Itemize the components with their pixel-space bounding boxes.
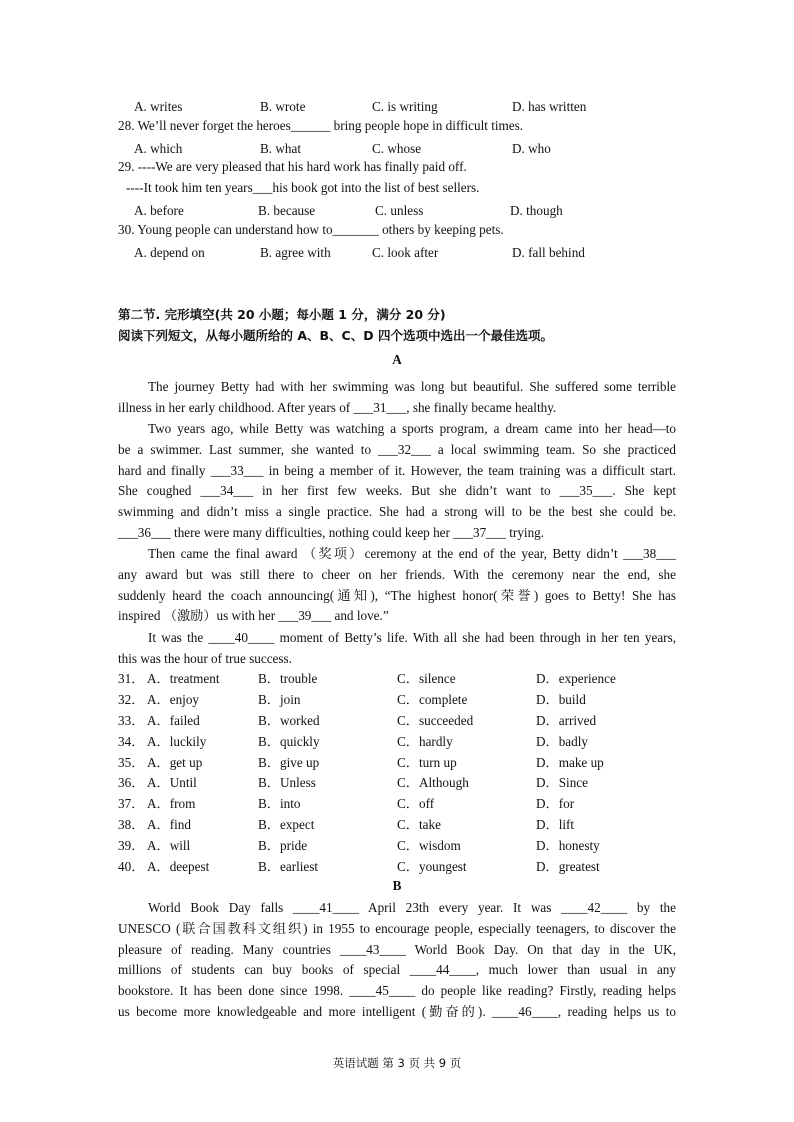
q29-options [0,201,794,221]
option-c: C．wisdom [397,838,461,853]
text-line: illness in her early childhood. After years of ___31___, she finally became healthy. [118,399,557,415]
q28-option-b: B. what [260,141,302,156]
option-d: D．lift [536,817,575,832]
options-row [0,794,794,814]
option-c: C．take [397,817,441,832]
text-line: any award but was still there to cheer on her friends. With the ceremony near the end, she [118,566,676,582]
option-b: B．expect [258,817,315,832]
q30-option-c: C. look after [372,245,439,260]
option-a: A．from [147,796,196,811]
q27-option-d: D. has written [512,99,587,114]
option-c: C．complete [397,692,468,707]
options-row [0,815,794,835]
option-d: D．honesty [536,838,600,853]
option-d: D．experience [536,671,616,686]
text-line: UNESCO (联合国教科文组织) in 1955 to encourage people, especially teenagers, to discover the [118,920,676,936]
option-c: C．Although [397,775,469,790]
q28-option-d: D. who [512,141,551,156]
text-line: World Book Day falls ____41____ April 23th every year. It was ____42____ by the [148,900,676,915]
q30-stem: 30. Young people can understand how to_______ others by keeping pets. [118,222,504,237]
option-b: B．Unless [258,775,316,790]
option-a: A．enjoy [147,692,200,707]
options-row [0,773,794,793]
option-d: D．greatest [536,859,600,874]
q29-option-a: A. before [134,203,184,218]
option-b: B．worked [258,713,320,728]
options-row [0,857,794,877]
text-line: be a swimmer. Last summer, she wanted to ___32___ a local swimming team. So she practiced [118,441,676,457]
q27-options [0,97,794,117]
q30-option-d: D. fall behind [512,245,585,260]
q30-option-a: A. depend on [134,245,205,260]
option-b: B．earliest [258,859,319,874]
option-d: D．make up [536,755,604,770]
option-c: C．succeeded [397,713,474,728]
option-number: 36． [118,775,145,790]
text-line: this was the hour of true success. [118,650,292,666]
passage-b-label: B [392,878,402,893]
text-line: hard and finally ___33___ in being a member of it. However, the team training was a difficult start. [118,462,676,478]
options-row [0,669,794,689]
option-c: C．turn up [397,755,457,770]
option-a: A．will [147,838,191,853]
option-number: 33． [118,713,145,728]
q29-option-b: B. because [258,203,316,218]
passage-a-paragraph-2 [118,419,676,544]
q29-stem-2: ----It took him ten years___his book got into the list of best sellers. [126,180,480,195]
option-number: 35． [118,755,145,770]
option-number: 31． [118,671,145,686]
option-number: 39． [118,838,145,853]
q27-option-a: A. writes [134,99,183,114]
q29-option-c: C. unless [375,203,424,218]
option-number: 37． [118,796,145,811]
q28-option-c: C. whose [372,141,422,156]
options-row [0,711,794,731]
option-a: A．Until [147,775,197,790]
q27-option-c: C. is writing [372,99,438,114]
section-title: 第二节. 完形填空(共 20 小题；每小题 1 分，满分 20 分) [118,307,446,322]
q28-stem: 28. We’ll never forget the heroes______ bring people hope in difficult times. [118,118,524,133]
option-number: 34． [118,734,145,749]
option-c: C．hardly [397,734,453,749]
text-line: ___36___ there were many difficulties, nothing could keep her ___37___ trying. [118,524,545,540]
option-number: 38． [118,817,145,832]
option-d: D．build [536,692,586,707]
q29-stem-1: 29. ----We are very pleased that his hard work has finally paid off. [118,159,467,174]
passage-a-paragraph-1 [118,377,676,419]
options-row [0,732,794,752]
option-d: D．for [536,796,575,811]
text-line: bookstore. It has been done since 1998. ____45____ do people like reading? Firstly, reading helps [118,983,676,999]
option-a: A．deepest [147,859,210,874]
q28-option-a: A. which [134,141,183,156]
text-line: inspired （激励）us with her ___39___ and love.” [118,608,389,624]
option-b: B．give up [258,755,320,770]
section-instruction: 阅读下列短文，从每小题所给的 A、B、C、D 四个选项中选出一个最佳选项。 [118,328,553,343]
q30-option-b: B. agree with [260,245,331,260]
option-a: A．luckily [147,734,207,749]
option-c: C．youngest [397,859,467,874]
option-number: 32． [118,692,145,707]
option-b: B．trouble [258,671,318,686]
text-line: suddenly heard the coach announcing(通知), “The highest honor(荣誉) goes to Betty! She has [118,587,676,603]
page-footer: 英语试题 第 3 页 共 9 页 [332,1056,462,1070]
text-line: The journey Betty had with her swimming was long but beautiful. She suffered some terrible [148,379,676,394]
passage-b-paragraph-1 [118,898,676,1023]
option-a: A．failed [147,713,200,728]
passage-a-paragraph-4 [118,628,676,670]
text-line: millions of students can buy books of special ____44____, much lower than usual in any [118,962,676,978]
option-number: 40． [118,859,145,874]
option-d: D．arrived [536,713,597,728]
options-row [0,836,794,856]
text-line: us become more knowledgeable and more intelligent (勤奋的). ____46____, reading helps us to [118,1003,676,1019]
q28-options [0,139,794,159]
text-line: pleasure of reading. Many countries ____43____ World Book Day. On that day in the UK, [118,941,676,957]
q30-options [0,243,794,263]
q29-option-d: D. though [510,203,563,218]
option-b: B．quickly [258,734,320,749]
passage-a-label: A [392,352,402,367]
text-line: swimming and didn’t miss a single practice. She had a strong will to be the best she could be. [118,504,676,520]
option-a: A．get up [147,755,203,770]
text-line: She coughed ___34___ in her first few weeks. But she didn’t want to ___35___. She kept [118,483,676,499]
option-c: C．silence [397,671,456,686]
option-b: B．join [258,692,301,707]
q27-option-b: B. wrote [260,99,306,114]
option-a: A．find [147,817,191,832]
option-a: A．treatment [147,671,220,686]
option-b: B．pride [258,838,308,853]
option-d: D．Since [536,775,589,790]
options-row [0,753,794,773]
option-b: B．into [258,796,301,811]
text-line: Then came the final award （奖项）ceremony at the end of the year, Betty didn’t ___38___ [148,546,676,561]
option-c: C．off [397,796,435,811]
option-d: D．badly [536,734,589,749]
options-row [0,690,794,710]
text-line: Two years ago, while Betty was watching a sports program, a dream came into her head—to [148,421,676,436]
text-line: It was the ____40____ moment of Betty’s life. With all she had been through in her ten years, [148,630,676,645]
passage-a-paragraph-3 [118,544,676,627]
